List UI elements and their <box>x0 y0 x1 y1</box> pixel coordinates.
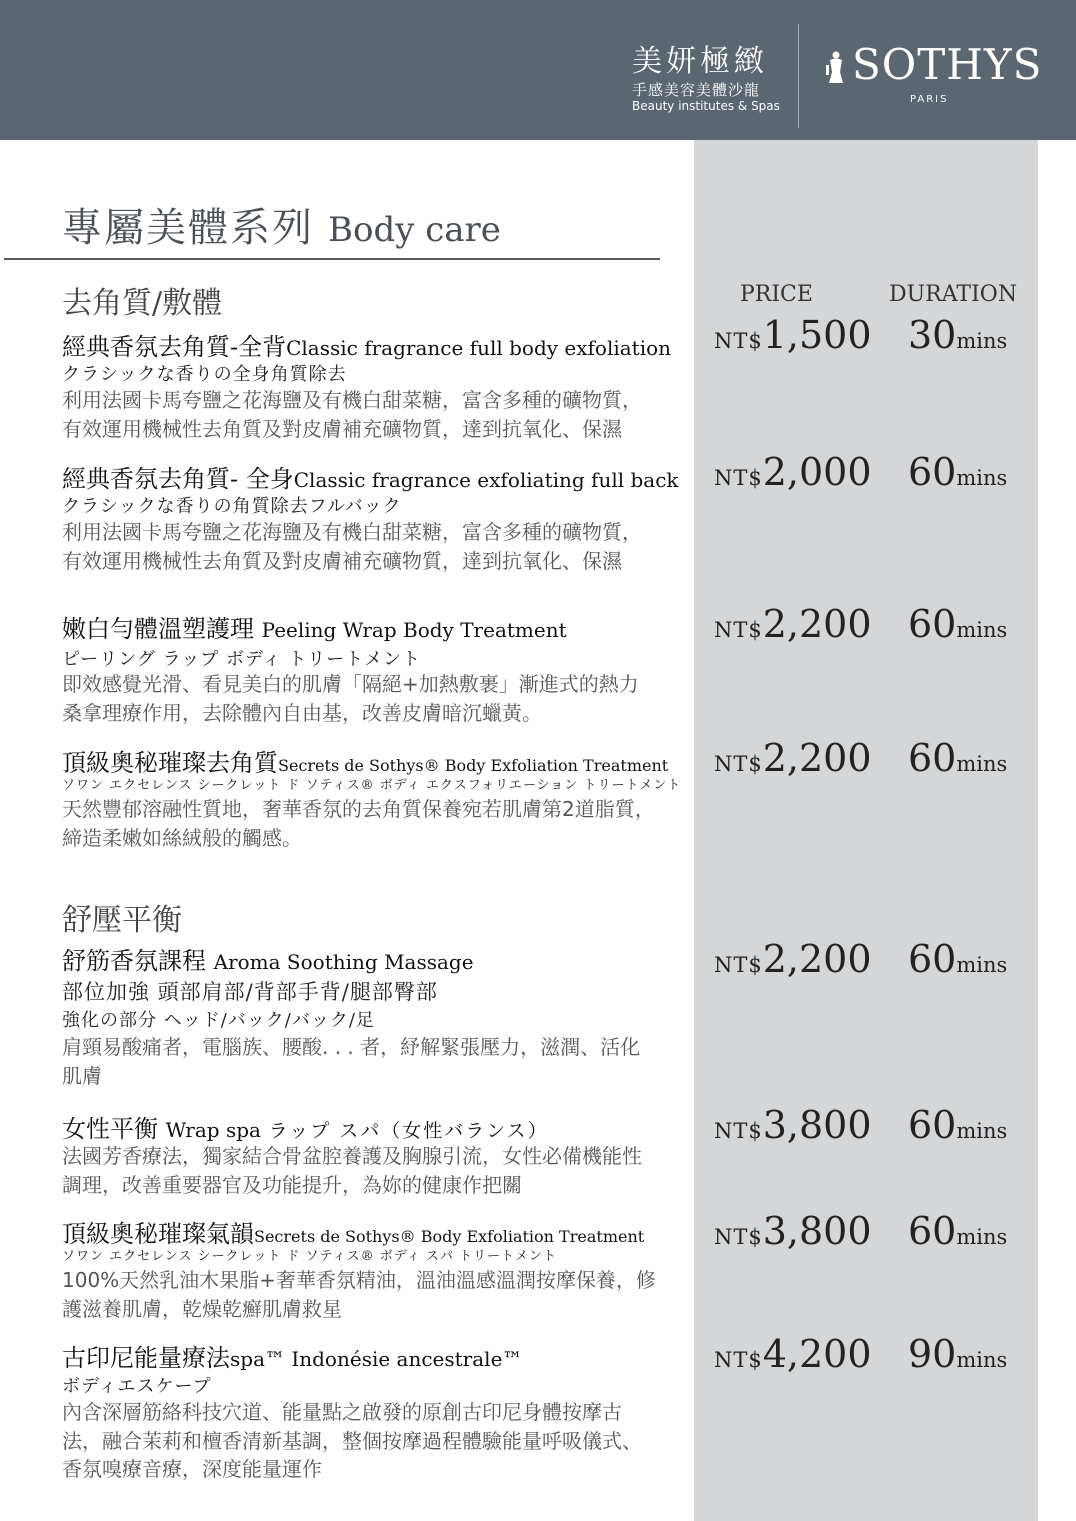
item-title <box>62 327 671 362</box>
brand-name-cn: 美妍極緻 <box>632 44 768 79</box>
currency-label: NT$ <box>714 1119 763 1143</box>
item-title-jp: ソワン エクセレンス シークレット ド ソティス® ボディ エクスフォリエーション トリートメント <box>62 778 682 793</box>
item-title-en: Secrets de Sothys® Body Exfoliation Treatment <box>278 756 669 775</box>
item-title <box>62 743 668 778</box>
currency-label: NT$ <box>714 1348 763 1372</box>
item-subtitle: 部位加強 頭部肩部/背部手背/腿部臀部 <box>62 980 438 1004</box>
duration-column-header: DURATION <box>889 282 1018 307</box>
item-title-en: Peeling Wrap Body Treatment <box>261 618 567 642</box>
item-title-cn: 古印尼能量療法 <box>62 1344 230 1372</box>
currency-label: NT$ <box>714 329 763 353</box>
item-duration <box>908 1103 1007 1147</box>
price-value: 2,200 <box>762 602 872 646</box>
item-description: 內含深層筋絡科技穴道、能量點之啟發的原創古印尼身體按摩古法，融合茉莉和檀香清新基調，整個按摩過程體驗能量呼吸儀式、香氛嗅療音療，深度能量運作 <box>62 1400 642 1481</box>
duration-unit: mins <box>956 1225 1008 1249</box>
item-title-jp: クラシックな香りの角質除去フルバック <box>62 496 402 517</box>
header-band <box>0 0 1076 140</box>
item-duration <box>908 937 1007 981</box>
item-price <box>714 313 872 357</box>
currency-label: NT$ <box>714 953 763 977</box>
duration-unit: mins <box>956 466 1008 490</box>
item-description: 即效感覺光滑、看見美白的肌膚「隔絕+加熱敷裹」漸進式的熱力桑拿理療作用，去除體內自由基，改善皮膚暗沉蠟黃。 <box>62 672 639 725</box>
item-title-en: Classic fragrance exfoliating full back <box>293 468 679 492</box>
brand-subtitle-cn: 手感美容美體沙龍 <box>632 81 761 99</box>
item-title-jp: ラップ スパ（女性バランス） <box>268 1120 549 1142</box>
sothys-logo-sub: PARIS <box>910 94 949 105</box>
item-title-cn: 經典香氛去角質- 全身 <box>62 465 294 493</box>
item-title <box>62 941 474 976</box>
item-description: 利用法國卡馬夸鹽之花海鹽及有機白甜菜糖，富含多種的礦物質，有效運用機械性去角質及對皮膚補充礦物質，達到抗氧化、保濕 <box>62 520 642 573</box>
price-value: 2,200 <box>762 937 872 981</box>
title-underline <box>4 258 660 260</box>
item-title-en: Wrap spa <box>165 1118 261 1142</box>
sothys-emblem-icon <box>824 50 848 84</box>
item-title-cn: 嫩白勻體溫塑護理 <box>62 615 254 643</box>
item-title-jp: クラシックな香りの全身角質除去 <box>62 364 347 385</box>
item-title-cn: 頂級奧秘璀璨氣韻 <box>62 1220 254 1248</box>
duration-value: 90 <box>908 1332 957 1376</box>
item-title-en: spa™ Indonésie ancestrale™ <box>230 1347 523 1371</box>
price-column-header: PRICE <box>740 282 813 307</box>
item-price <box>714 1209 872 1253</box>
duration-value: 60 <box>908 1103 957 1147</box>
price-value: 1,500 <box>762 313 872 357</box>
currency-label: NT$ <box>714 466 763 490</box>
price-value: 4,200 <box>762 1332 872 1376</box>
item-duration <box>908 1209 1007 1253</box>
item-price <box>714 450 872 494</box>
price-value: 3,800 <box>762 1103 872 1147</box>
item-price <box>714 1103 872 1147</box>
item-title-cn: 頂級奧秘璀璨去角質 <box>62 749 278 777</box>
item-price <box>714 602 872 646</box>
item-description: 利用法國卡馬夸鹽之花海鹽及有機白甜菜糖，富含多種的礦物質，有效運用機械性去角質及對皮膚補充礦物質，達到抗氧化、保濕 <box>62 388 642 441</box>
section-heading-exfoliation: 去角質/敷體 <box>62 286 223 321</box>
item-price <box>714 1332 872 1376</box>
page-title-cn: 專屬美體系列 <box>62 205 314 251</box>
item-title-jp: ボディエスケープ <box>62 1376 212 1397</box>
item-duration <box>908 450 1007 494</box>
page-title-en: Body care <box>328 210 501 250</box>
item-description: 100%天然乳油木果脂+奢華香氛精油，溫油溫感溫潤按摩保養，修護滋養肌膚，乾燥乾癬肌膚救星 <box>62 1268 656 1321</box>
item-title <box>62 1338 522 1373</box>
brand-subtitle-en: Beauty institutes & Spas <box>632 99 780 113</box>
duration-unit: mins <box>956 752 1008 776</box>
item-title-jp: ピーリング ラップ ボディ トリートメント <box>62 649 422 670</box>
duration-value: 60 <box>908 450 957 494</box>
item-price <box>714 937 872 981</box>
duration-value: 60 <box>908 937 957 981</box>
duration-unit: mins <box>956 1348 1008 1372</box>
item-title-cn: 舒筋香氛課程 <box>62 947 206 975</box>
duration-unit: mins <box>956 1119 1008 1143</box>
item-title-en: Aroma Soothing Massage <box>213 950 474 974</box>
item-title-jp: ソワン エクセレンス シークレット ド ソティス® ボディ スパ トリートメント <box>62 1249 557 1264</box>
section-heading-relaxation: 舒壓平衡 <box>62 903 182 938</box>
item-duration <box>908 736 1007 780</box>
item-title-cn: 經典香氛去角質-全背 <box>62 333 287 361</box>
duration-value: 30 <box>908 313 957 357</box>
currency-label: NT$ <box>714 752 763 776</box>
item-title <box>62 459 679 494</box>
price-value: 3,800 <box>762 1209 872 1253</box>
duration-value: 60 <box>908 602 957 646</box>
item-description: 肩頸易酸痛者，電腦族、腰酸. . . 者，紓解緊張壓力，滋潤、活化肌膚 <box>62 1035 641 1088</box>
item-description: 天然豐郁溶融性質地，奢華香氛的去角質保養宛若肌膚第2道脂質，締造柔嫩如絲絨般的觸感。 <box>62 797 655 850</box>
item-title-cn: 女性平衡 <box>62 1115 158 1143</box>
item-price <box>714 736 872 780</box>
currency-label: NT$ <box>714 1225 763 1249</box>
item-title <box>62 609 567 644</box>
item-title <box>62 1109 549 1144</box>
duration-value: 60 <box>908 736 957 780</box>
item-duration <box>908 1332 1007 1376</box>
page-title <box>62 196 501 253</box>
duration-unit: mins <box>956 618 1008 642</box>
price-value: 2,000 <box>762 450 872 494</box>
item-duration <box>908 313 1007 357</box>
duration-unit: mins <box>956 329 1008 353</box>
header-divider <box>798 24 799 128</box>
duration-unit: mins <box>956 953 1008 977</box>
item-description: 法國芳香療法，獨家結合骨盆腔養護及胸腺引流，女性必備機能性調理，改善重要器官及功能提升，為妳的健康作把關 <box>62 1144 642 1197</box>
currency-label: NT$ <box>714 618 763 642</box>
item-duration <box>908 602 1007 646</box>
item-title <box>62 1214 644 1249</box>
item-title-en: Secrets de Sothys® Body Exfoliation Treatment <box>254 1227 645 1246</box>
sothys-logo-text: SOTHYS <box>852 40 1043 89</box>
price-value: 2,200 <box>762 736 872 780</box>
item-title-jp: 強化の部分 ヘッド/バック/バック/足 <box>62 1010 375 1031</box>
item-title-en: Classic fragrance full body exfoliation <box>286 336 672 360</box>
duration-value: 60 <box>908 1209 957 1253</box>
